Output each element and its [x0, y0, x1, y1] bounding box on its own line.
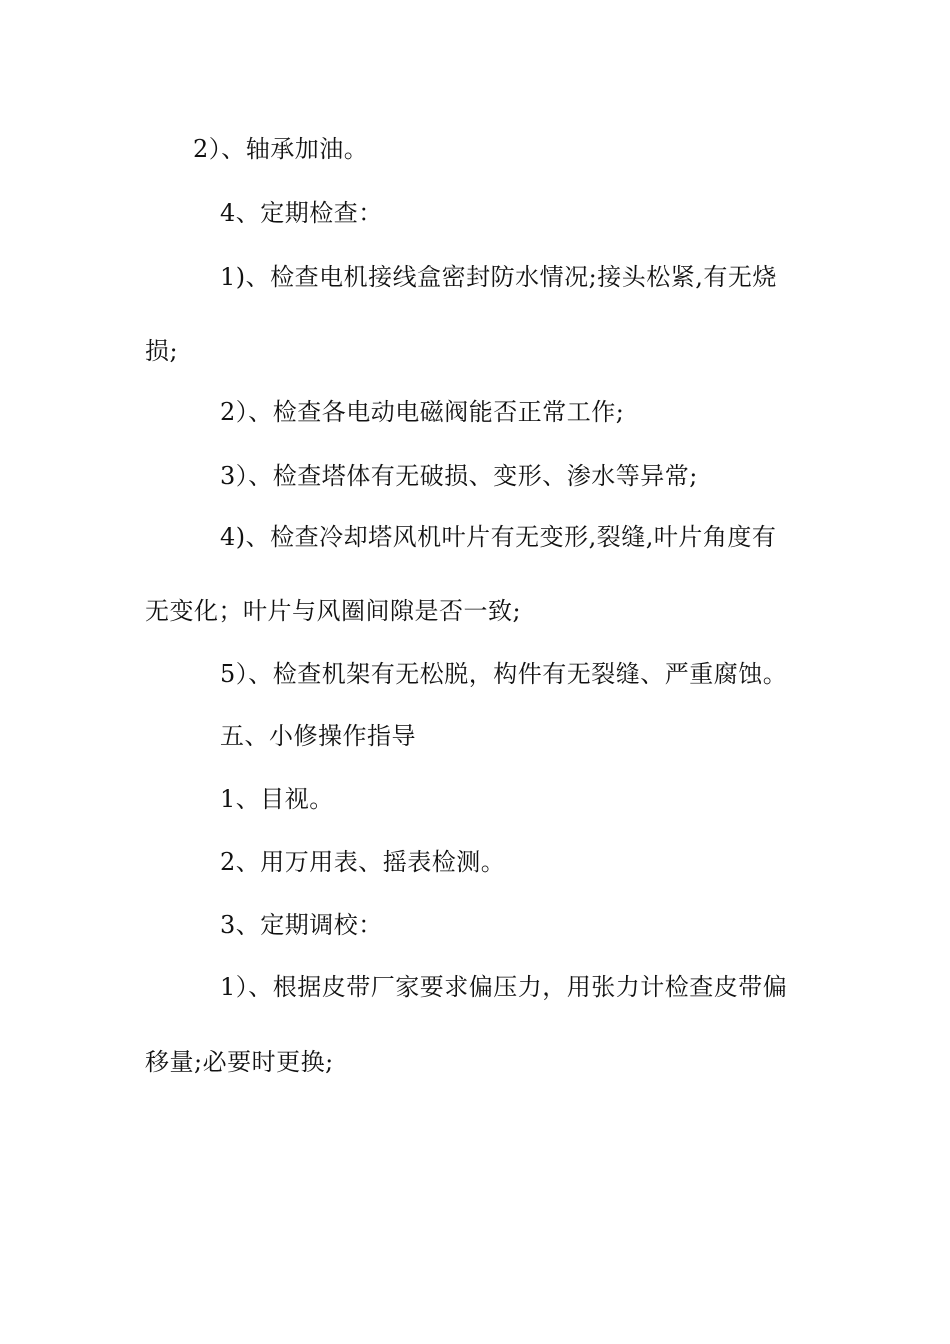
paragraph-line: 1)、检查电机接线盒密封防水情况;接头松紧,有无烧	[220, 263, 777, 291]
paragraph-line: 1）、根据皮带厂家要求偏压力，用张力计检查皮带偏	[220, 973, 788, 1001]
paragraph-line: 损;	[145, 337, 179, 365]
paragraph-line: 2、用万用表、摇表检测。	[220, 848, 506, 876]
paragraph-line: 3）、检查塔体有无破损、变形、渗水等异常;	[220, 462, 698, 490]
paragraph-line: 无变化；叶片与风圈间隙是否一致;	[145, 597, 522, 625]
paragraph-line: 1、目视。	[220, 785, 334, 813]
paragraph-line: 5）、检查机架有无松脱，构件有无裂缝、严重腐蚀。	[220, 660, 788, 688]
paragraph-line: 2）、轴承加油。	[193, 135, 369, 163]
section-heading: 五、小修操作指导	[220, 722, 416, 750]
paragraph-line: 4)、检查冷却塔风机叶片有无变形,裂缝,叶片角度有	[220, 523, 777, 551]
paragraph-line: 3、定期调校：	[220, 911, 383, 939]
paragraph-line: 2）、检查各电动电磁阀能否正常工作;	[220, 398, 625, 426]
paragraph-line: 移量;必要时更换;	[145, 1048, 334, 1076]
paragraph-line: 4、定期检查：	[220, 199, 383, 227]
